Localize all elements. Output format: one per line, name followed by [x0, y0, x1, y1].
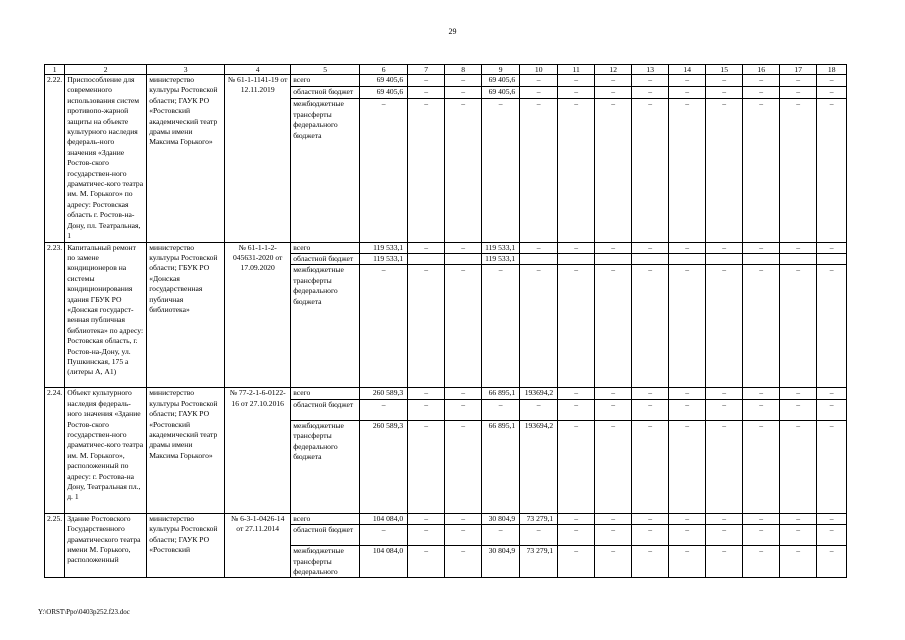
- amount-cell: –: [558, 87, 595, 99]
- amount-cell: 73 279,1: [520, 513, 558, 524]
- amount-cell: –: [632, 99, 669, 242]
- amount-cell: –: [817, 513, 847, 524]
- amount-cell: –: [743, 525, 780, 546]
- amount-cell: –: [482, 99, 520, 242]
- footer-file-path: Y:\ORST\Ppo\0403p252.f23.doc: [38, 608, 130, 616]
- amount-cell: –: [632, 420, 669, 513]
- amount-cell: –: [482, 525, 520, 546]
- amount-cell: –: [817, 265, 847, 388]
- amount-cell: 30 804,9: [482, 513, 520, 524]
- amount-cell: 69 405,6: [482, 75, 520, 87]
- amount-cell: –: [706, 399, 743, 420]
- amount-cell: –: [558, 242, 595, 253]
- amount-cell: –: [706, 75, 743, 87]
- expertise-document: № 61-1-1-2-045631-2020 от 17.09.2020: [225, 242, 291, 388]
- amount-cell: –: [743, 242, 780, 253]
- column-number: 11: [558, 65, 595, 75]
- amount-cell: –: [632, 87, 669, 99]
- amount-cell: –: [780, 99, 817, 242]
- amount-cell: –: [780, 525, 817, 546]
- column-number-row: [45, 65, 847, 75]
- column-number: 6: [360, 65, 408, 75]
- object-name: Здание Ростовского Государственного драматического театра имени М. Горького, расположенный: [65, 513, 147, 578]
- funding-source: межбюджетные трансферты федерального бюджета: [291, 99, 360, 242]
- amount-cell: 66 895,1: [482, 388, 520, 399]
- row-number: 2.22.: [45, 75, 65, 243]
- amount-cell: –: [743, 87, 780, 99]
- amount-cell: –: [706, 388, 743, 399]
- amount-cell: 260 589,3: [360, 420, 408, 513]
- amount-cell: –: [408, 75, 445, 87]
- amount-cell: –: [780, 75, 817, 87]
- amount-cell: –: [817, 525, 847, 546]
- amount-cell: –: [743, 388, 780, 399]
- amount-cell: –: [408, 399, 445, 420]
- amount-cell: –: [595, 87, 632, 99]
- amount-cell: –: [743, 399, 780, 420]
- column-number: 17: [780, 65, 817, 75]
- amount-cell: 66 895,1: [482, 420, 520, 513]
- amount-cell: –: [445, 546, 482, 578]
- amount-cell: –: [743, 99, 780, 242]
- amount-cell: [669, 253, 706, 264]
- amount-cell: –: [445, 513, 482, 524]
- amount-cell: 193694,2: [520, 420, 558, 513]
- amount-cell: –: [669, 546, 706, 578]
- amount-cell: –: [743, 420, 780, 513]
- amount-cell: –: [595, 388, 632, 399]
- amount-cell: –: [445, 99, 482, 242]
- expertise-document: № 6-3-1-0426-14 от 27.11.2014: [225, 513, 291, 578]
- amount-cell: –: [482, 265, 520, 388]
- amount-cell: –: [520, 525, 558, 546]
- amount-cell: –: [445, 87, 482, 99]
- amount-cell: –: [743, 546, 780, 578]
- amount-cell: –: [669, 399, 706, 420]
- amount-cell: –: [482, 399, 520, 420]
- amount-cell: –: [669, 513, 706, 524]
- amount-cell: 193694,2: [520, 388, 558, 399]
- amount-cell: [445, 253, 482, 264]
- amount-cell: –: [743, 513, 780, 524]
- table-row: [45, 242, 847, 253]
- responsible-org: министерство культуры Ростовской области; ГАУК РО «Ростовский академический театр драмы имени Максима Горького»: [147, 388, 225, 513]
- column-number: 16: [743, 65, 780, 75]
- amount-cell: –: [408, 87, 445, 99]
- amount-cell: –: [408, 420, 445, 513]
- amount-cell: –: [669, 99, 706, 242]
- amount-cell: –: [558, 546, 595, 578]
- amount-cell: –: [780, 242, 817, 253]
- amount-cell: [743, 253, 780, 264]
- amount-cell: –: [520, 399, 558, 420]
- amount-cell: –: [595, 525, 632, 546]
- funding-source: всего: [291, 513, 360, 524]
- amount-cell: –: [445, 399, 482, 420]
- column-number: 8: [445, 65, 482, 75]
- page-number: 29: [448, 27, 457, 36]
- amount-cell: 104 084,0: [360, 546, 408, 578]
- amount-cell: –: [445, 242, 482, 253]
- amount-cell: [817, 253, 847, 264]
- amount-cell: –: [780, 420, 817, 513]
- amount-cell: –: [706, 87, 743, 99]
- amount-cell: –: [632, 546, 669, 578]
- amount-cell: –: [669, 265, 706, 388]
- funding-source: всего: [291, 242, 360, 253]
- amount-cell: –: [520, 242, 558, 253]
- amount-cell: –: [595, 513, 632, 524]
- amount-cell: –: [445, 388, 482, 399]
- amount-cell: –: [520, 99, 558, 242]
- amount-cell: –: [445, 525, 482, 546]
- amount-cell: 69 405,6: [360, 75, 408, 87]
- amount-cell: –: [632, 388, 669, 399]
- amount-cell: –: [780, 513, 817, 524]
- column-number: 3: [147, 65, 225, 75]
- funding-source: межбюджетные трансферты федерального бюджета: [291, 265, 360, 388]
- column-number: 1: [45, 65, 65, 75]
- table-row: [45, 513, 847, 524]
- amount-cell: –: [706, 99, 743, 242]
- amount-cell: –: [360, 265, 408, 388]
- object-name: Капитальный ремонт по замене кондиционеров на системы кондиционирования здания ГБУК РО «Донская государст-венная публичная библиотека» по адресу: Ростовская область, г. Ростов-на-Дону, ул. Пушкинская, 175 а (литеры А, А1): [65, 242, 147, 388]
- row-number: 2.24.: [45, 388, 65, 513]
- amount-cell: –: [558, 513, 595, 524]
- amount-cell: –: [743, 75, 780, 87]
- amount-cell: –: [595, 75, 632, 87]
- amount-cell: –: [706, 546, 743, 578]
- table-container: [44, 64, 864, 605]
- amount-cell: 73 279,1: [520, 546, 558, 578]
- column-number: 14: [669, 65, 706, 75]
- amount-cell: –: [817, 242, 847, 253]
- amount-cell: [632, 253, 669, 264]
- column-number: 10: [520, 65, 558, 75]
- amount-cell: 104 084,0: [360, 513, 408, 524]
- amount-cell: –: [408, 525, 445, 546]
- amount-cell: –: [595, 99, 632, 242]
- amount-cell: –: [817, 388, 847, 399]
- amount-cell: –: [817, 99, 847, 242]
- funding-source: межбюджетные трансферты федерального бюджета: [291, 420, 360, 513]
- amount-cell: –: [558, 75, 595, 87]
- amount-cell: –: [780, 546, 817, 578]
- amount-cell: [595, 253, 632, 264]
- amount-cell: –: [520, 87, 558, 99]
- amount-cell: 69 405,6: [360, 87, 408, 99]
- amount-cell: –: [558, 399, 595, 420]
- amount-cell: –: [780, 388, 817, 399]
- amount-cell: [558, 253, 595, 264]
- object-name: Объект культурного наследия федераль-ного значения «Здание Ростов-ского государствен-ного драматичес-кого театра им. М. Горького», расположенный по адресу: г. Ростова-на Дону, Театральная пл., д. 1: [65, 388, 147, 513]
- amount-cell: –: [780, 399, 817, 420]
- amount-cell: –: [595, 546, 632, 578]
- amount-cell: –: [817, 399, 847, 420]
- amount-cell: –: [817, 87, 847, 99]
- row-number: 2.23.: [45, 242, 65, 388]
- amount-cell: –: [632, 265, 669, 388]
- column-number: 2: [65, 65, 147, 75]
- funding-source: межбюджетные трансферты федерального: [291, 546, 360, 578]
- amount-cell: –: [669, 525, 706, 546]
- amount-cell: [520, 253, 558, 264]
- responsible-org: министерство культуры Ростовской области; ГАУК РО «Ростовский: [147, 513, 225, 578]
- amount-cell: –: [408, 388, 445, 399]
- amount-cell: –: [558, 388, 595, 399]
- amount-cell: 119 533,1: [482, 253, 520, 264]
- amount-cell: 69 405,6: [482, 87, 520, 99]
- amount-cell: –: [408, 242, 445, 253]
- amount-cell: –: [558, 265, 595, 388]
- funding-source: областной бюджет: [291, 253, 360, 264]
- row-number: 2.25.: [45, 513, 65, 578]
- amount-cell: –: [595, 420, 632, 513]
- column-number: 7: [408, 65, 445, 75]
- funding-source: всего: [291, 75, 360, 87]
- amount-cell: [780, 253, 817, 264]
- amount-cell: –: [706, 513, 743, 524]
- table-row: [45, 75, 847, 87]
- amount-cell: –: [595, 265, 632, 388]
- amount-cell: –: [445, 75, 482, 87]
- amount-cell: [706, 253, 743, 264]
- column-number: 9: [482, 65, 520, 75]
- amount-cell: –: [595, 242, 632, 253]
- amount-cell: –: [520, 265, 558, 388]
- amount-cell: –: [817, 546, 847, 578]
- amount-cell: –: [632, 242, 669, 253]
- amount-cell: –: [817, 420, 847, 513]
- column-number: 4: [225, 65, 291, 75]
- amount-cell: –: [595, 399, 632, 420]
- column-number: 13: [632, 65, 669, 75]
- amount-cell: –: [360, 399, 408, 420]
- amount-cell: 30 804,9: [482, 546, 520, 578]
- amount-cell: –: [408, 265, 445, 388]
- funding-source: областной бюджет: [291, 525, 360, 546]
- amount-cell: –: [558, 525, 595, 546]
- amount-cell: [408, 253, 445, 264]
- amount-cell: –: [558, 99, 595, 242]
- amount-cell: –: [360, 525, 408, 546]
- amount-cell: 260 589,3: [360, 388, 408, 399]
- amount-cell: 119 533,1: [482, 242, 520, 253]
- amount-cell: –: [408, 546, 445, 578]
- amount-cell: –: [780, 87, 817, 99]
- amount-cell: –: [408, 99, 445, 242]
- amount-cell: –: [706, 242, 743, 253]
- amount-cell: –: [669, 75, 706, 87]
- amount-cell: –: [632, 75, 669, 87]
- amount-cell: 119 533,1: [360, 242, 408, 253]
- amount-cell: –: [743, 265, 780, 388]
- column-number: 18: [817, 65, 847, 75]
- amount-cell: –: [669, 420, 706, 513]
- amount-cell: –: [669, 388, 706, 399]
- amount-cell: –: [817, 75, 847, 87]
- amount-cell: 119 533,1: [360, 253, 408, 264]
- amount-cell: –: [632, 525, 669, 546]
- table-row: [45, 388, 847, 399]
- amount-cell: –: [669, 242, 706, 253]
- expertise-document: № 61-1-1141-19 от 12.11.2019: [225, 75, 291, 243]
- amount-cell: –: [360, 99, 408, 242]
- column-number: 5: [291, 65, 360, 75]
- responsible-org: министерство культуры Ростовской области; ГБУК РО «Донская государственная публичная библиотека»: [147, 242, 225, 388]
- amount-cell: –: [706, 265, 743, 388]
- column-number: 12: [595, 65, 632, 75]
- expertise-document: № 77-2-1-6-0122-16 от 27.10.2016: [225, 388, 291, 513]
- amount-cell: –: [706, 525, 743, 546]
- amount-cell: –: [445, 265, 482, 388]
- amount-cell: –: [558, 420, 595, 513]
- funding-source: областной бюджет: [291, 399, 360, 420]
- budget-table: [44, 64, 847, 578]
- funding-source: всего: [291, 388, 360, 399]
- amount-cell: –: [408, 513, 445, 524]
- amount-cell: –: [520, 75, 558, 87]
- column-number: 15: [706, 65, 743, 75]
- amount-cell: –: [669, 87, 706, 99]
- object-name: Приспособление для современного использования систем противопо-жарной защиты на объекте культурного наследия федераль-ного значения «Здание Ростов-ского государствен-ного драматичес-кого театра им. М. Горького» по адресу: Ростовская область г. Ростов-на-Дону, пл. Театральная, 1: [65, 75, 147, 243]
- responsible-org: министерство культуры Ростовской области; ГАУК РО «Ростовский академический театр драмы имени Максима Горького»: [147, 75, 225, 243]
- amount-cell: –: [706, 420, 743, 513]
- amount-cell: –: [780, 265, 817, 388]
- amount-cell: –: [445, 420, 482, 513]
- amount-cell: –: [632, 513, 669, 524]
- amount-cell: –: [632, 399, 669, 420]
- funding-source: областной бюджет: [291, 87, 360, 99]
